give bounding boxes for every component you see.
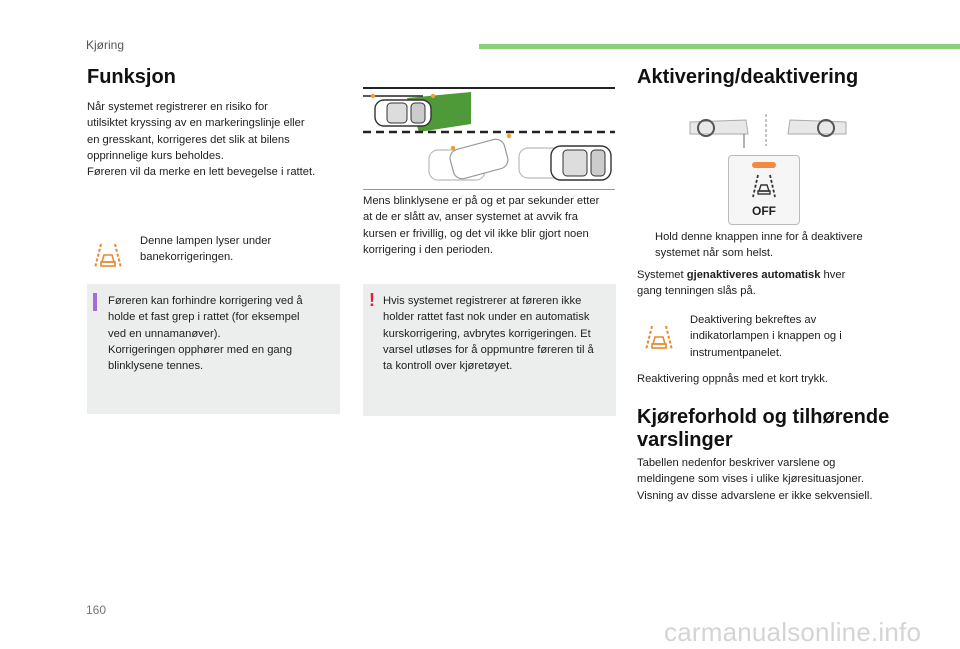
button-indicator-led <box>752 162 776 168</box>
text-line: en gresskant, korrigeres det slik at bilens <box>87 133 290 146</box>
info-icon <box>93 293 97 311</box>
text-line: at de er slått av, anser systemet at avvik fra <box>363 211 578 224</box>
deactivation-confirm-text <box>690 312 880 361</box>
kjoreforhold-text <box>637 455 907 504</box>
text-line: Føreren kan forhindre korrigering ved å <box>108 295 303 307</box>
lane-correction-diagram <box>363 88 615 188</box>
text-line: systemet når som helst. <box>655 247 774 260</box>
warning-text <box>383 293 613 374</box>
diagram-divider <box>363 189 615 190</box>
off-label: OFF <box>752 204 776 218</box>
heading-funksjon: Funksjon <box>87 66 176 88</box>
text-line: banekorrigeringen. <box>140 251 234 264</box>
text-line: Systemet gjenaktiveres automatisk hver <box>637 269 846 281</box>
text-line: gang tenningen slås på. <box>637 285 756 298</box>
text-line: Korrigeringen opphører med en gang <box>108 343 293 356</box>
text-line: indikatorlampen i knappen og i <box>690 330 842 343</box>
text-line: Hold denne knappen inne for å deaktivere <box>655 231 863 243</box>
heading-kjoreforhold <box>637 406 927 452</box>
text-line: Når systemet registrerer en risiko for <box>87 101 268 113</box>
text-line: ved en unnamanøver). <box>108 327 221 340</box>
text-line: Visning av disse advarslene er ikke sekvensiell. <box>637 489 873 502</box>
text-line: holder rattet fast nok under en automatisk <box>383 311 590 324</box>
deactivate-instruction <box>655 229 900 262</box>
text-line: Denne lampen lyser under <box>140 235 272 247</box>
text-line: korrigering i den perioden. <box>363 243 493 256</box>
text-line: Deaktivering bekreftes av <box>690 314 817 326</box>
reactivation-info <box>637 267 887 300</box>
title-line: varslinger <box>637 429 733 451</box>
text-line: Hvis systemet registrerer at føreren ikke <box>383 295 582 307</box>
text-line: blinklysene tennes. <box>108 360 204 373</box>
lane-assist-icon <box>751 173 777 199</box>
warning-icon: ! <box>369 290 375 310</box>
text-line: meldingene som vises i ulike kjøresituasjoner. <box>637 473 864 486</box>
lane-assist-lamp-icon <box>92 240 124 272</box>
heading-aktivering: Aktivering/deaktivering <box>637 66 859 88</box>
text-line: holde et fast grep i rattet (for eksempel <box>108 311 300 324</box>
text-line: Føreren vil da merke en lett bevegelse i rattet. <box>87 166 316 179</box>
title-line: Kjøreforhold og tilhørende <box>637 406 890 428</box>
page-number: 160 <box>86 603 107 617</box>
lane-assist-off-button[interactable] <box>728 155 800 225</box>
text-line: Mens blinklysene er på og et par sekunder etter <box>363 195 600 207</box>
text-line: kurskorrigering, avbrytes korrigeringen. Et <box>383 327 591 340</box>
funksjon-intro <box>87 99 337 180</box>
lane-assist-lamp-icon <box>643 322 675 354</box>
lamp-description <box>140 233 315 266</box>
watermark: carmanualsonline.info <box>664 617 922 647</box>
text-line: kursen er frivillig, og det vil ikke blir gjort noen <box>363 227 589 240</box>
text-line: opprinnelige kurs beholdes. <box>87 149 224 162</box>
text-line: varsel utløses for å oppmuntre føreren til å <box>383 343 594 356</box>
blinker-text <box>363 193 618 258</box>
header-accent-bar <box>479 44 960 49</box>
steering-wheel-diagram <box>688 112 848 150</box>
text-line: instrumentpanelet. <box>690 346 783 359</box>
text-line: ta kontroll over kjøretøyet. <box>383 360 513 373</box>
text-line: Tabellen nedenfor beskriver varslene og <box>637 457 836 469</box>
info-text <box>108 293 333 374</box>
reactivation-text: Reaktivering oppnås med et kort trykk. <box>637 373 828 385</box>
section-label: Kjøring <box>86 38 125 52</box>
text-line: utilsiktet kryssing av en markeringslinje eller <box>87 117 305 130</box>
